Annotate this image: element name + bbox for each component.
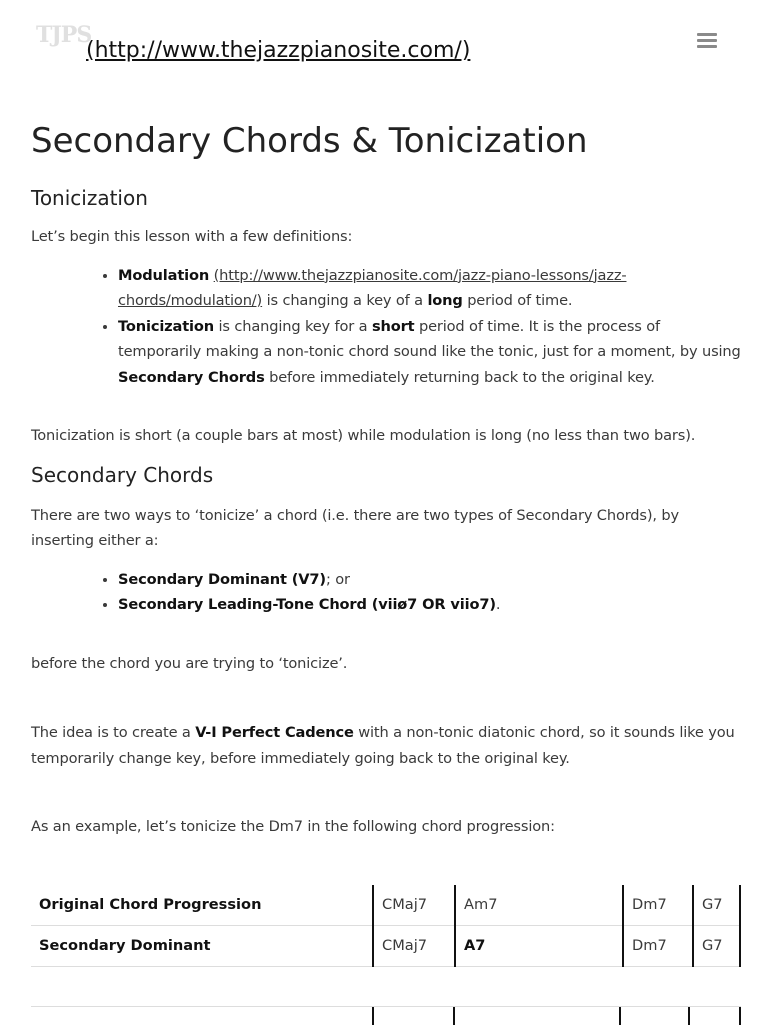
list-item-tonicization	[118, 314, 741, 391]
section-heading-tonicization: Tonicization	[31, 186, 148, 210]
table-row	[31, 885, 740, 926]
modulation-text-after: period of time.	[462, 292, 573, 309]
site-logo[interactable]: TJPS	[36, 22, 92, 48]
secondary-intro-paragraph: There are two ways to ‘tonicize’ a chord (i.e. there are two types of Secondary Chords), by inserting either a:	[31, 506, 679, 549]
tonicization-term: Tonicization	[118, 317, 215, 335]
leading-tone-tail: .	[495, 596, 501, 613]
table-row	[31, 925, 740, 966]
summary-paragraph: Tonicization is short (a couple bars at most) while modulation is long (no less than two bars).	[31, 427, 696, 444]
table-cell: Am7	[455, 885, 623, 926]
secondary-types-list	[31, 567, 741, 618]
list-item-modulation	[118, 263, 741, 314]
page-title: Secondary Chords & Tonicization	[31, 121, 588, 161]
modulation-link[interactable]: (http://www.thejazzpianosite.com/jazz-piano-lessons/jazz-chords/modulation/)	[118, 266, 627, 309]
next-table-top-edge	[31, 1006, 741, 1025]
table-cell: CMaj7	[373, 925, 455, 966]
table-cell: G7	[693, 885, 740, 926]
modulation-text-before: is changing a key of a	[262, 292, 428, 309]
article-content	[31, 115, 741, 967]
row-label: Original Chord Progression	[31, 885, 373, 926]
table-cell: CMaj7	[373, 885, 455, 926]
section-heading-secondary-chords: Secondary Chords	[31, 462, 214, 487]
secondary-dominant-tail: ; or	[325, 570, 350, 588]
site-home-link[interactable]: (http://www.thejazzpianosite.com/)	[86, 38, 471, 63]
row-label: Secondary Dominant	[31, 925, 373, 966]
idea-paragraph	[31, 720, 741, 771]
example-intro-paragraph: As an example, let’s tonicize the Dm7 in the following chord progression:	[31, 818, 555, 835]
site-header	[0, 0, 768, 90]
tonicization-emph-2: Secondary Chords	[118, 368, 265, 386]
definitions-list	[31, 263, 741, 391]
idea-bold: V-I Perfect Cadence	[195, 724, 354, 741]
tonicization-text-3: before immediately returning back to the original key.	[264, 368, 655, 386]
modulation-emph: long	[427, 292, 463, 309]
table-cell-highlight: A7	[455, 925, 623, 966]
after-list-paragraph: before the chord you are trying to ‘tonicize’.	[31, 654, 348, 672]
list-item-leading-tone	[118, 592, 741, 618]
tonicization-text-1: is changing key for a	[214, 317, 372, 335]
intro-paragraph: Let’s begin this lesson with a few definitions:	[31, 228, 353, 245]
tonicization-emph: short	[371, 317, 415, 335]
idea-text-before: The idea is to create a	[31, 724, 196, 741]
leading-tone-term: Secondary Leading-Tone Chord (viiø7 OR viio7)	[118, 596, 496, 613]
modulation-term: Modulation	[118, 266, 210, 284]
idea-text-after: with a non-tonic diatonic chord, so it sounds like you temporarily change key, before immediately going back to the original key.	[31, 724, 735, 767]
chord-progression-table	[31, 885, 741, 967]
list-item-secondary-dominant	[118, 567, 741, 593]
secondary-dominant-term: Secondary Dominant (V7)	[118, 570, 326, 588]
table-cell: Dm7	[623, 925, 693, 966]
table-cell: G7	[693, 925, 740, 966]
table-cell: Dm7	[623, 885, 693, 926]
hamburger-menu-icon[interactable]	[697, 33, 717, 49]
tonicization-text-2: period of time. It is the process of temporarily making a non-tonic chord sound like the tonic, just for a moment, by using	[118, 317, 741, 360]
